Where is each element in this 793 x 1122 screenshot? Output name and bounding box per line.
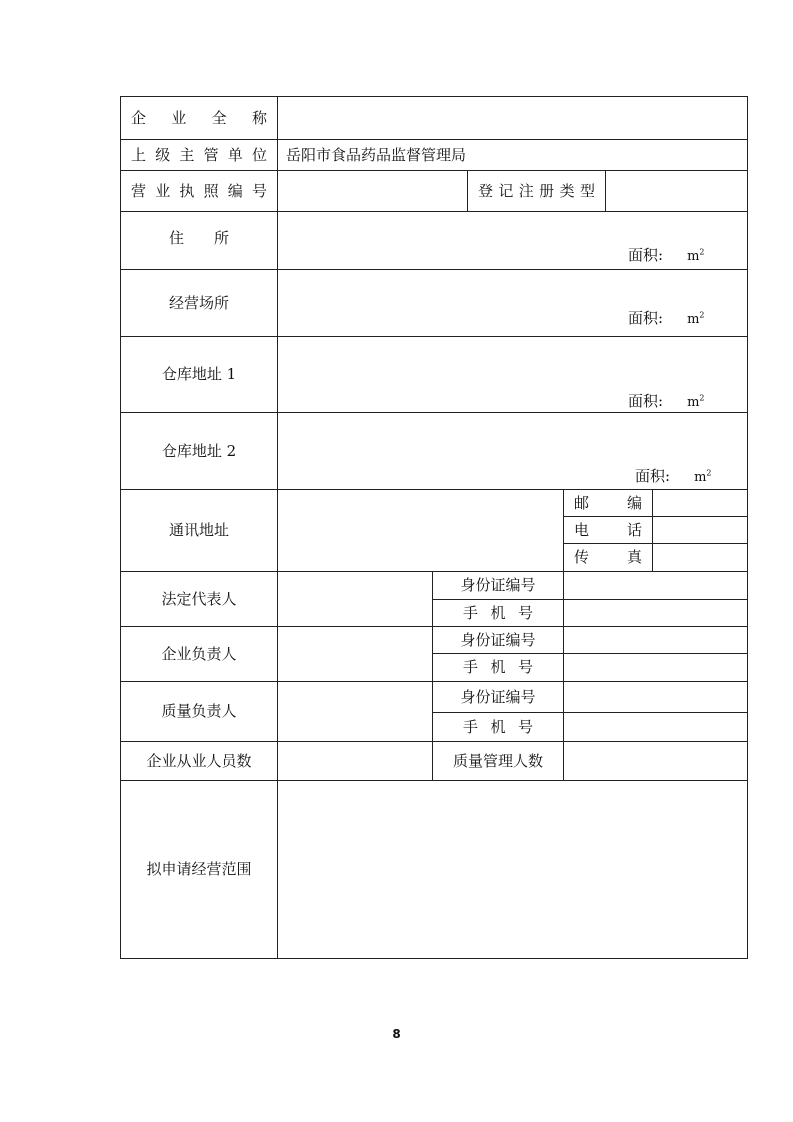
business-license-no-field[interactable] — [277, 170, 467, 211]
label-residence: 住 所 — [120, 211, 277, 269]
fax-field[interactable] — [652, 543, 748, 571]
company-head-id-field[interactable] — [563, 626, 748, 653]
label-legal-representative: 法定代表人 — [120, 571, 277, 626]
warehouse-2-area: 面积: $m^2$ — [635, 467, 712, 485]
label-business-scope: 拟申请经营范围 — [120, 780, 277, 959]
label-company-head-mobile: 手 机 号 — [432, 653, 563, 681]
phone-field[interactable] — [652, 516, 748, 543]
label-business-license-no: 营 业 执 照 编 号 — [120, 170, 277, 211]
label-business-premises: 经营场所 — [120, 269, 277, 336]
label-quality-head-mobile: 手 机 号 — [432, 712, 563, 741]
registration-type-field[interactable] — [605, 170, 748, 211]
label-phone: 电 话 — [563, 516, 652, 543]
business-premises-area: 面积: $m^2$ — [628, 309, 705, 327]
quality-mgmt-count-field[interactable] — [563, 741, 748, 780]
postcode-field[interactable] — [652, 489, 748, 516]
legal-rep-mobile-field[interactable] — [563, 599, 748, 626]
label-staff-count: 企业从业人员数 — [120, 741, 277, 780]
company-head-name-field[interactable] — [277, 626, 432, 681]
legal-representative-name-field[interactable] — [277, 571, 432, 626]
legal-rep-id-field[interactable] — [563, 571, 748, 599]
company-head-mobile-field[interactable] — [563, 653, 748, 681]
label-fax: 传 真 — [563, 543, 652, 571]
label-warehouse-1: 仓库地址 1 — [120, 336, 277, 412]
label-registration-type: 登 记 注 册 类 型 — [467, 170, 605, 211]
quality-head-mobile-field[interactable] — [563, 712, 748, 741]
label-warehouse-2: 仓库地址 2 — [120, 412, 277, 489]
label-mailing-address: 通讯地址 — [120, 489, 277, 571]
label-company-head: 企业负责人 — [120, 626, 277, 681]
label-supervising-unit: 上 级 主 管 单 位 — [120, 139, 277, 170]
label-company-head-id: 身份证编号 — [432, 626, 563, 653]
label-quality-mgmt-count: 质量管理人数 — [432, 741, 563, 780]
warehouse-1-area: 面积: $m^2$ — [628, 392, 705, 410]
label-legal-rep-id: 身份证编号 — [432, 571, 563, 599]
label-postcode: 邮 编 — [563, 489, 652, 516]
business-scope-field[interactable] — [277, 780, 748, 959]
residence-area: 面积: $m^2$ — [628, 246, 705, 264]
label-quality-head-id: 身份证编号 — [432, 681, 563, 712]
supervising-unit-value[interactable]: 岳阳市食品药品监督管理局 — [277, 139, 748, 170]
label-legal-rep-mobile: 手 机 号 — [432, 599, 563, 626]
quality-head-id-field[interactable] — [563, 681, 748, 712]
company-full-name-field[interactable] — [277, 96, 748, 139]
label-company-full-name: 企 业 全 称 — [120, 96, 277, 139]
page-number: 8 — [392, 1027, 401, 1041]
label-quality-head: 质量负责人 — [120, 681, 277, 741]
quality-head-name-field[interactable] — [277, 681, 432, 741]
mailing-address-field[interactable] — [277, 489, 563, 571]
staff-count-field[interactable] — [277, 741, 432, 780]
